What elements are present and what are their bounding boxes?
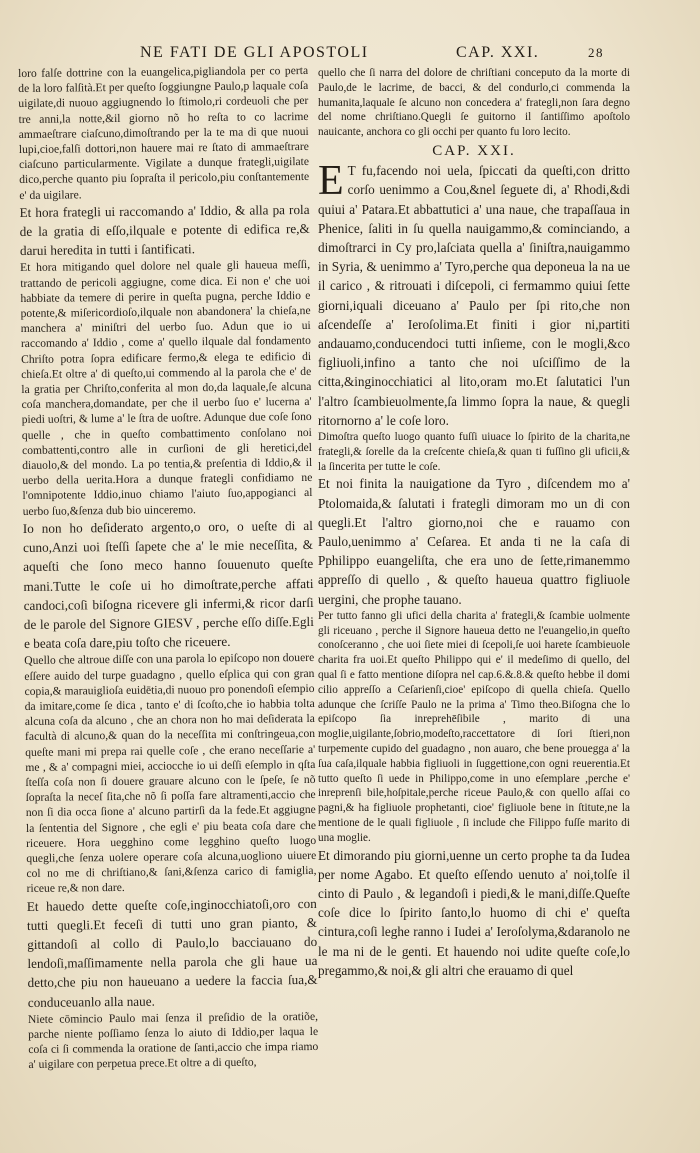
commentary-paragraph: Quello che altroue diſſe con una parola lo epiſcopo non douere eſſere auido del turpe guadagno , quello eſplica qui con gran copia,& marauiglioſa euidētia,di nuouo pro ponendoſi eſempio da imitare,come ſe dica , tanto e' di ſcoſto,che io habbia tolta alcuna coſa da alcuno , che an chora non ho mai deſiderata la facultà di alcuno,& quan do la neceſſita mi conſtringeua,con queſte mani mi prepa rai quelle coſe , che erano neceſſarie a' me , & a' compagni miei, acciocche io ui deſſi eſemplo in qſta ſteſſa coſa non ſi douere grauare alcuno con le ſpeſe, ſe nõ ſopraſta la neceſ ſita,che nõ ſi poſſa fare altramenti,accio che non ſi dia occa ſione a' alcuno partirſi da la fede.Et aggiugne la ſententia del Signore , che egli e' piu beata coſa dare che riceuere. Hora uegghino come legghino queſto luogo quegli,che ſenza uolere operare coſa alcuna,uogliono uiuere col no me di chriſtiano,& ſani,&ſenza carico di famiglia, riceue re,& non dare. [24, 651, 317, 896]
scripture-paragraph [318, 158, 630, 430]
commentary-paragraph: quello che ſi narra del dolore de chriſtiani conceputo da la morte di Paulo,de le lacrime, de bacci, & del condurlo,ci commenda la humanita,laquale ſe alcuno non concedera a' frategli,non ſara degno del nome chriſtiano.Quegli ſe guitorno il ſantiſſimo apoſtolo nauicante, anchora co gli occhi per quanto fu loro lecito. [318, 67, 630, 139]
commentary-paragraph: Et hora mitigando quel dolore nel quale gli haueua meſſi, trattando de pericoli aggiugne, come dica. Ei non e' che uoi habbiate da temere di perire in queſta pugna, perche Iddio e potente,& miſericordioſo,ilquale non abandonera' la chieſa,ne manchera a' miniſtri del uerbo ſuo. Adun que io ui raccomando a' Iddio , come a' quello ilquale dal fondamento Chriſto potra ſopra edificare fermo,& elega te edificio di chieſa.Et oltre a' di queſto,ui commendo al la parola che e' de la gratia per Chriſto,conferita al mon do,da laquale,ſe alcuna coſa manchera,domandate, per che il uerbo ſuo e' lucerna a' piedi uoſtri, & lume a' le ſtra de uoſtre. Adunque due coſe ſono quelle , che in queſto combattimento conſolano noi combattenti,contro alle in curſioni de gli heretici,del diauolo,& del mondo. La po tentia,& preſentia di Iddio,& il uerbo della uerita.Hora a dunque frategli confidiamo ne l'omnipotente Iddio,inuo chiamo l'aiuto ſuo,appogianci al uerbo ſuo,&ſenza dub bio uinceremo. [20, 258, 313, 518]
right-column [318, 66, 630, 1123]
running-header [140, 44, 610, 66]
commentary-paragraph: Niete cōmincio Paulo mai ſenza il preſidio de la oratiõe, parche niente poſſiamo ſenza lo aiuto di Iddio,per laqua le coſa ci ſi commenda la oratione de ſanti,accio che impa riamo a' uigilare con perpetua prece.Et oltre a di queſto, [27, 1009, 319, 1072]
chapter-heading: CAP. XXI. [432, 142, 516, 159]
scripture-text: T fu,facendo noi uela, ſpiccati da queſti,con dritto corſo uenimmo a Cou,&nel ſeguete di, a' Rhodi,&di quiui a' Patara.Et abbattutici a' una naue, che trapaſſaua in Phenice, ſaliti in ſu quella nauigammo,& cominciando, a dimoſtrarci in Cy pro,laſciata quella a' ſiniſtra,nauigammo in Syria, & uenimmo a' Tyro,perche qua deponeua la na ue il carico , & ritrouati i diſcepoli, ci fermammo quiui ſette giorni,iquali diceuano a' Paulo per ſpi rito,che non aſcendeſſe a' Ieroſolima.Et finiti i gior ni,partiti andauamo,conducendoci tutti inſieme, con le mogli,&co figliuoli,infino a tanto che noi uſciſſimo de la citta,&inginocchiatici al lito,oram mo.Et ſalutatici l'un l'altro ſcambieuolmente,ſa limmo ſopra la naue, & quegli ritornorno a' le coſe loro. [318, 163, 630, 428]
commentary-paragraph: loro falſe dottrine con la euangelica,pigliandola per co perta de la loro falſità.Et per queſto ſoggiungne Paulo,p laquale coſa uigilate,di nuouo aggiugnendo lo ſtimolo,ri cordeuoli che per tre anni,la notte,&il giorno nõ ho reſta to co lacrime ammaeſtrare ciaſcuno,dimoſtrando per la te ma di que nuoui lupi,cioe,falſi dottori,non hauere mai re ſtato di ammaeſtrare ciaſcuno particularmente. Vigilate a dunque frategli,uigilate dico,perche quanto piu ſopraſta il pericolo,piu conſtantemente e' da uigilare. [18, 63, 310, 202]
left-column [18, 63, 319, 1123]
scripture-paragraph: Et dimorando piu giorni,uenne un certo prophe ta da Iudea per nome Agabo. Et queſto eſſendo uenuto a' noi,tolſe il cinto di Paulo , & legandoſi i piedi,& le mani,diſſe.Queſte coſe dice lo ſpirito ſanto,lo huomo di chi e' queſta cintura,coſi leghe ranno i Iudei a' Ieroſolyma,&daranolo ne le ma ni de le genti. Et hauendo noi udite queſte coſe,lo pregammo,& noi,& gli altri che erauamo di quel [318, 847, 630, 978]
chapter-label: CAP. XXI. [456, 44, 540, 61]
folio-number: 28 [588, 45, 604, 60]
drop-cap-initial: E [318, 158, 344, 205]
running-title: NE FATI DE GLI APOSTOLI [140, 44, 369, 61]
commentary-paragraph: Per tutto fanno gli ufici della charita a' frategli,& ſcambie uolmente gli riceuano , perche il Signore haueua detto ne l'euangelio,in queſto conoſceranno , che uoi ſiete miei di ſcepoli,ſe uoi harete ſcambieuole charita fra uoi.Et queſto Philippo qui e' il medeſimo di quello, del qual ſi e fatto mentione diſopra nel cap.6.&.8.& queſto hebbe il domi cilio appreſſo a Ceſarienſi,cioe' epiſcopo di quella chieſa. Quello adunque che ſcriſſe Paulo ne la prima a' Timo theo.Biſogna che lo epiſcopo ſia inreprehēſibile , marito di una moglie,uigilante,ſobrio,modeſto,raccettatore di ſori ſtieri,non turpemente cupido del guadagno , non auaro, che bene prouegga a' la ſua caſa,ilquale habbia figliuoli in ſuggettione,con ogni reuerentia.Et tutto queſto ſi uede in Philippo,come in uno eſemplare ,perche e' inreprenſi bile,hoſpitale,perche riceue Paulo,& con quello aſſai co pagni,& ha figliuole prophetanti, cioe' figliuole bene in ſtitute,ne la mentione de le quali figliuole , ſi include che Filippo fuſſe marito di una moglie. [318, 609, 630, 844]
scripture-paragraph: Et hora frategli ui raccomando a' Iddio, & alla pa rola de la gratia di eſſo,ilquale e potente di edifica re,& darui heredita in tutti i ſantificati. [19, 201, 310, 259]
commentary-paragraph: Dimoſtra queſto luogo quanto fuſſi uiuace lo ſpirito de la charita,ne frategli,& ſorelle da la creſcente chieſa,& quan ti fuſſino gli uficii,& la ſincerita per tutte le coſe. [318, 431, 630, 473]
scripture-paragraph: Io non ho deſiderato argento,o oro, o ueſte di al cuno,Anzi uoi ſteſſi ſapete che a' le mie neceſſita, & aqueſti che ſono meco hanno ſouuenuto queſte mani.Tutte le coſe ui ho dimoſtrate,perche affati candoci,coſi biſogna ricevere gli infermi,& ricor darſi de le parole del Signore GIESV , perche eſſo diſſe.Egli e beata coſa dare,piu toſto che riceuere. [22, 517, 314, 652]
scripture-paragraph: Et noi finita la nauigatione da Tyro , diſcendem mo a' Ptolomaida,& ſalutati i frategli dimoram mo un di con quegli.Et l'altro giorno,noi che e rauamo con Paulo,uenimmo a' Ceſarea. Et anda ti ne la caſa di Pphilippo euangeliſta, che era uno de ſette,rimanemmo appreſſo di quello , & queſto haueua quattro figliuole uergini, che prophe tauano. [318, 476, 630, 607]
scripture-paragraph: Et hauedo dette queſte coſe,inginocchiatoſi,oro con tutti quegli.Et feceſi di tutti uno gran pianto, & gittandoſi al collo di Paulo,lo bacciauano do lendoſi,maſſimamente nella parola che gli haue ua detto,che piu non haueuano a uedere la faccia ſua,& conduceuanlo alla naue. [26, 895, 318, 1010]
